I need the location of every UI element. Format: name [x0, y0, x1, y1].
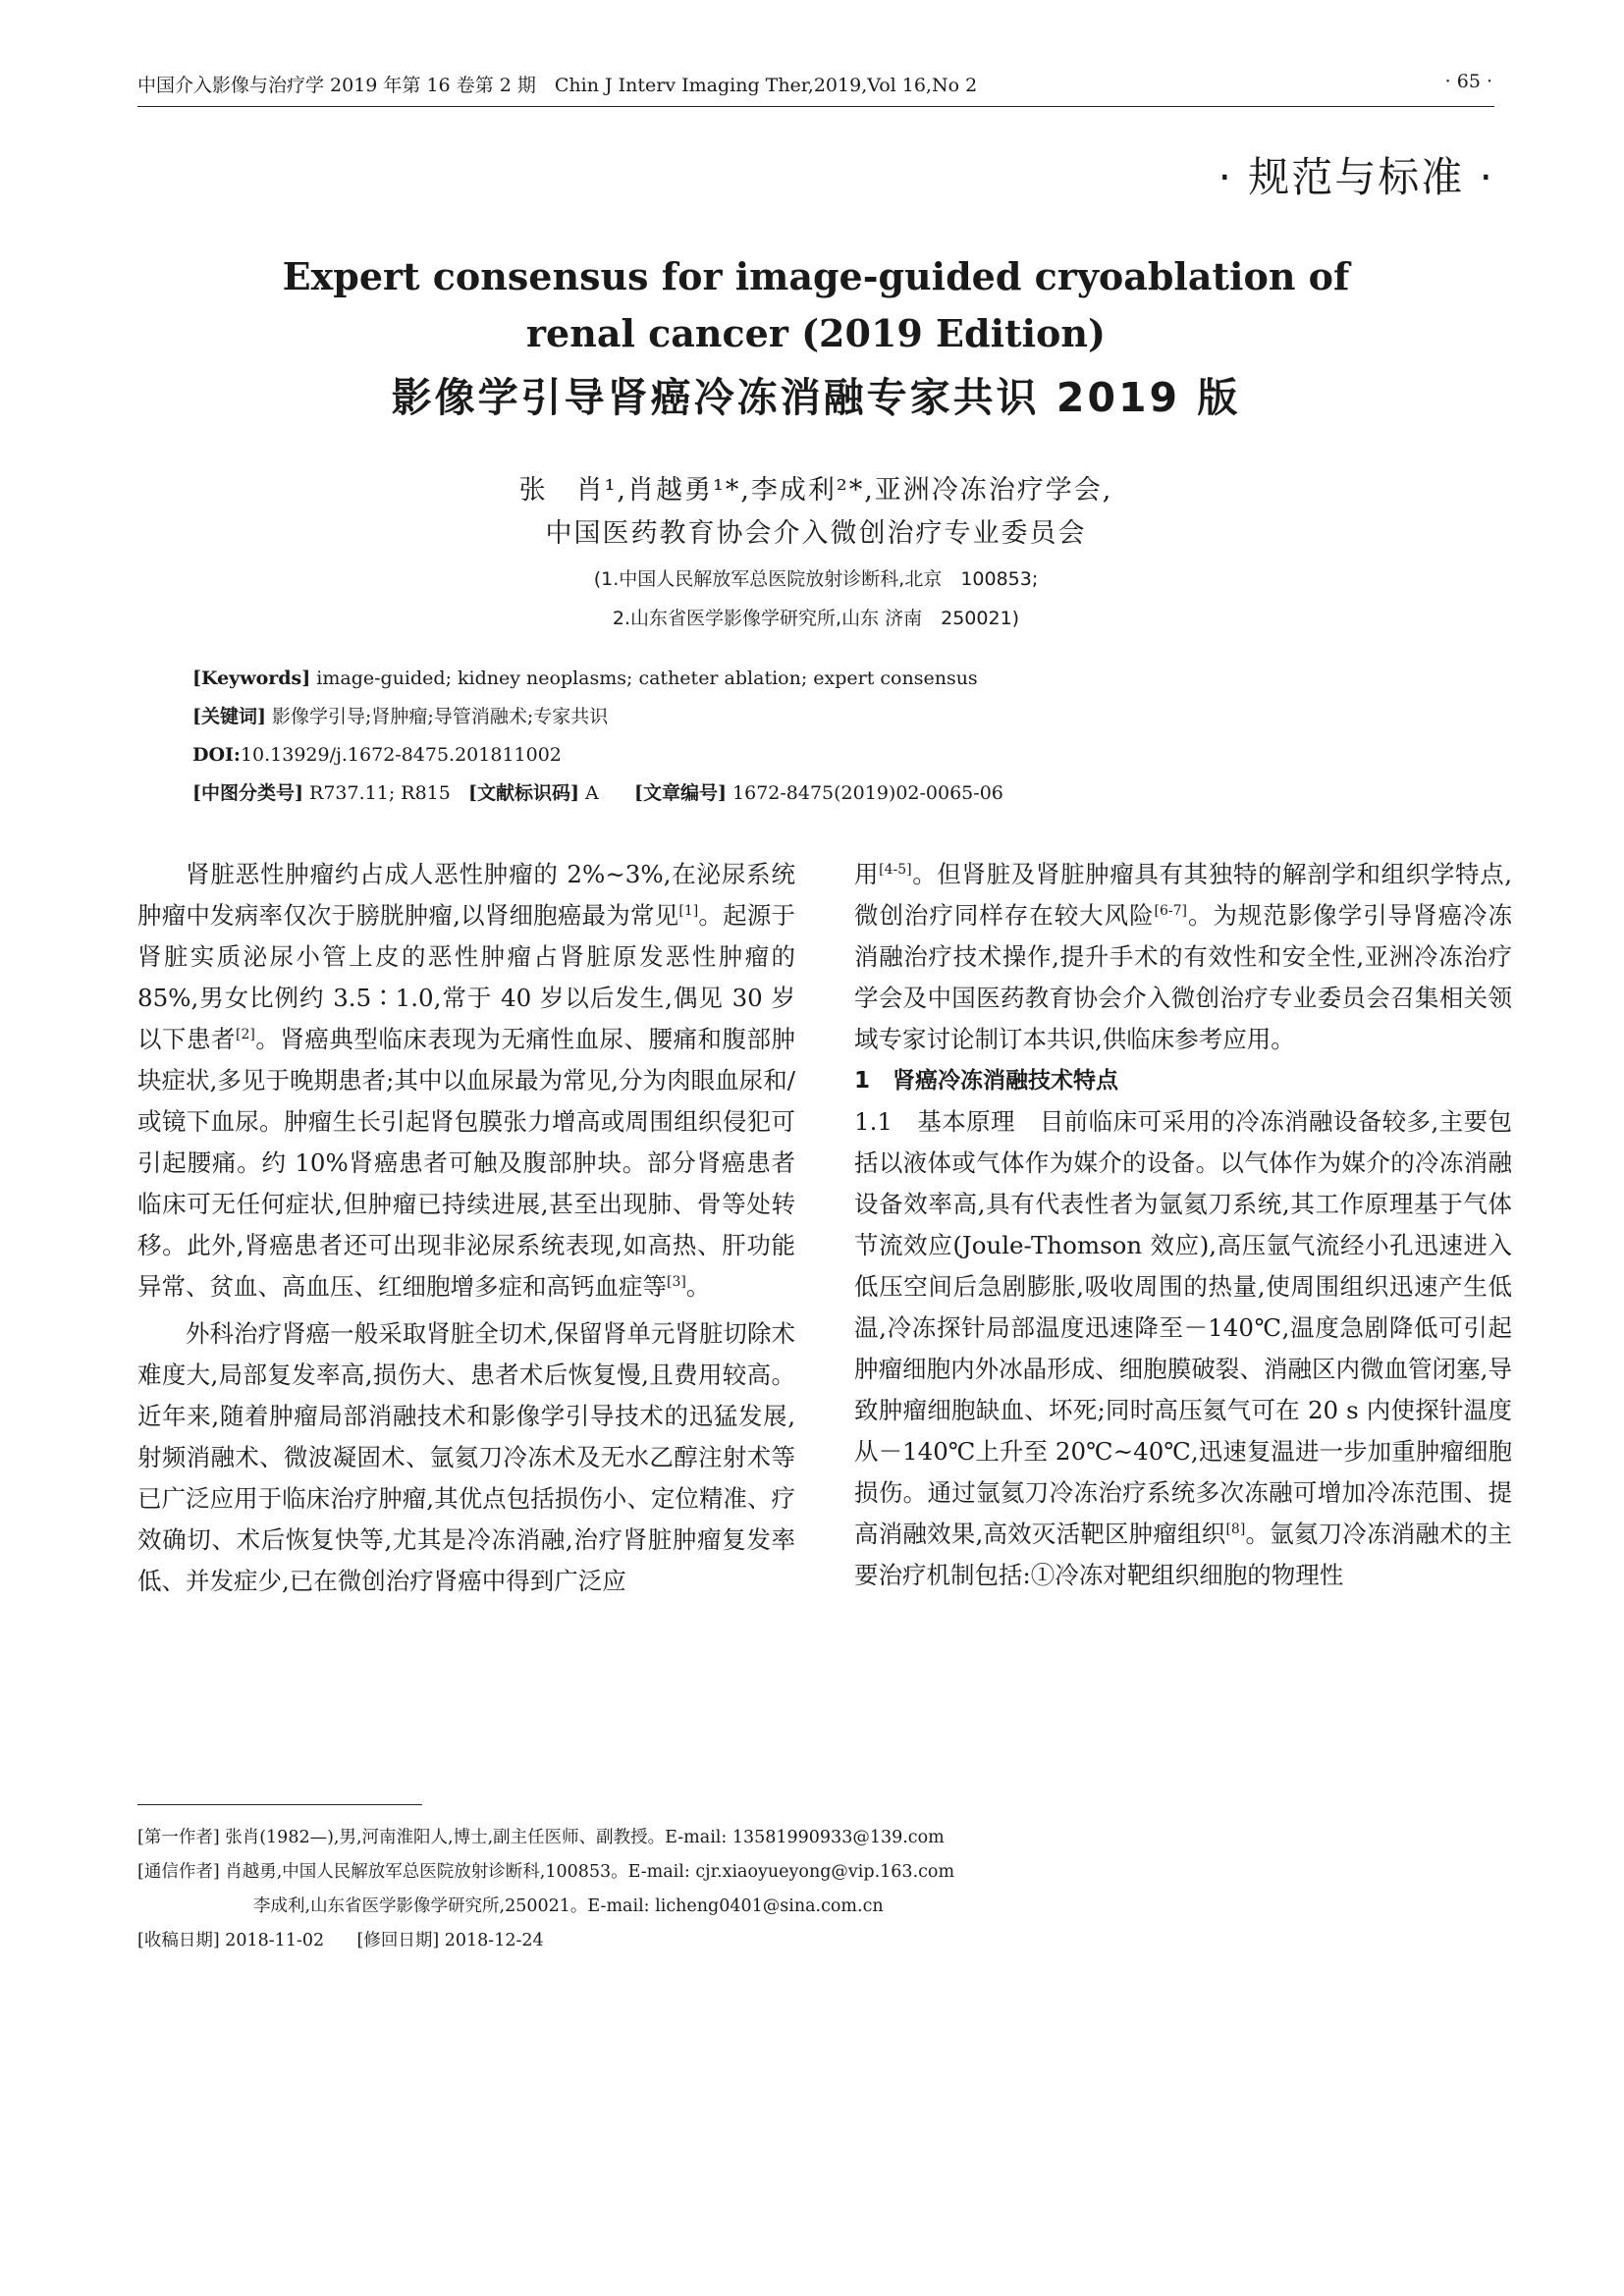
- running-head: [137, 71, 1492, 100]
- doi-value: 10.13929/j.1672-8475.201811002: [240, 744, 562, 766]
- title-chinese: 影像学引导肾癌冷冻消融专家共识 2019 版: [391, 374, 1241, 421]
- keywords-en-value: image-guided; kidney neoplasms; catheter ablation; expert consensus: [316, 667, 978, 689]
- reference-link[interactable]: [3]: [667, 1273, 686, 1290]
- footnote-rule: [137, 1804, 422, 1805]
- title-english: [137, 248, 1494, 362]
- footnote-dates: [137, 1924, 1502, 1958]
- article-meta: [192, 660, 1469, 813]
- footnotes: [137, 1821, 1502, 1958]
- text-run: 。为规范影像学引导肾癌冷冻消融治疗技术操作,提升手术的有效性和安全性,亚洲冷冻治疗学会及中国医药教育协会介入微创治疗专业委员会召集相关领域专家讨论制订本共识,供临床参考应用。: [854, 901, 1513, 1053]
- paragraph: [137, 1313, 795, 1602]
- text-run: 。: [685, 1272, 711, 1301]
- footnote-first-author: [第一作者] 张肖(1982—),男,河南淮阳人,博士,副主任医师、副教授。E-mail: 13581990933@139.com: [137, 1828, 945, 1847]
- title-english-line1: Expert consensus for image-guided cryoablation of: [282, 254, 1350, 298]
- header-rule: [137, 106, 1494, 107]
- body-column-right: [854, 854, 1512, 1596]
- reference-link[interactable]: [6-7]: [1154, 902, 1188, 919]
- page-number: · 65 ·: [1444, 71, 1492, 92]
- authors-line2: 中国医药教育协会介入微创治疗专业委员会: [545, 518, 1087, 549]
- paragraph: [137, 854, 795, 1308]
- text-run: 。肾癌典型临床表现为无痛性血尿、腰痛和腹部肿块症状,多见于晚期患者;其中以血尿最为常见,分为肉眼血尿和/或镜下血尿。肿瘤生长引起肾包膜张力增高或周围组织侵犯可引起腰痛。约 10%肾癌患者可触及腹部肿块。部分肾癌患者临床可无任何症状,但肿瘤已持续进展,甚至出现肺、骨等处转移。此外,肾癌患者还可出现非泌尿系统表现,如高热、肝功能异常、贫血、高血压、红细胞增多症和高钙血症等: [137, 1025, 796, 1301]
- doi: [192, 736, 1469, 774]
- revised-label: [修回日期]: [356, 1931, 440, 1950]
- classification: [192, 774, 1469, 813]
- journal-citation: 中国介入影像与治疗学 2019 年第 16 卷第 2 期 Chin J Interv Imaging Ther,2019,Vol 16,No 2: [137, 75, 978, 96]
- keywords-zh-label: [关键词]: [192, 706, 266, 727]
- reference-link[interactable]: [1]: [678, 902, 699, 919]
- affiliation-line1: (1.中国人民解放军总医院放射诊断科,北京 100853;: [593, 568, 1039, 590]
- received-date: 2018-11-02: [225, 1931, 325, 1950]
- article-no-value: 1672-8475(2019)02-0065-06: [732, 782, 1003, 804]
- paragraph: [854, 1101, 1512, 1596]
- reference-link[interactable]: [8]: [1225, 1521, 1246, 1537]
- clc-value: R737.11; R815: [309, 782, 451, 804]
- doc-code-value: A: [585, 782, 599, 804]
- text-run: 。起源于肾脏实质泌尿小管上皮的恶性肿瘤占肾脏原发恶性肿瘤的 85%,男女比例约 3.5∶1.0,常于 40 岁以后发生,偶见 30 岁以下患者: [137, 901, 795, 1053]
- paragraph: [854, 854, 1512, 1060]
- footnote-corresponding: [通信作者] 肖越勇,中国人民解放军总医院放射诊断科,100853。E-mail: cjr.xiaoyueyong@vip.163.com: [137, 1862, 955, 1882]
- authors: [137, 469, 1494, 556]
- text-run: 用: [854, 860, 880, 888]
- section-tag: · 规范与标准 ·: [1218, 153, 1494, 201]
- keywords-zh-value: 影像学引导;肾肿瘤;导管消融术;专家共识: [272, 706, 609, 727]
- keywords-en-label: [Keywords]: [192, 667, 311, 689]
- keywords-en: [192, 660, 1469, 698]
- article-no-label: [文章编号]: [633, 782, 727, 804]
- text-run: 1.1 基本原理 目前临床可采用的冷冻消融设备较多,主要包括以液体或气体作为媒介的设备。以气体作为媒介的冷冻消融设备效率高,具有代表性者为氩氦刀系统,其工作原理基于气体节流效应(Joule-Thomson 效应),高压氩气流经小孔迅速进入低压空间后急剧膨胀,吸收周围的热量,使周围组织迅速产生低温,冷冻探针局部温度迅速降至－140℃,温度急剧降低可引起肿瘤细胞内外冰晶形成、细胞膜破裂、消融区内微血管闭塞,导致肿瘤细胞缺血、坏死;同时高压氦气可在 20 s 内使探针温度从－140℃上升至 20℃~40℃,迅速复温进一步加重肿瘤细胞损伤。通过氩氦刀冷冻治疗系统多次冻融可增加冷冻范围、提高消融效果,高效灭活靶区肿瘤组织: [854, 1107, 1512, 1548]
- doi-label: DOI:: [192, 744, 241, 766]
- text-run: 外科治疗肾癌一般采取肾脏全切术,保留肾单元肾脏切除术难度大,局部复发率高,损伤大、患者术后恢复慢,且费用较高。近年来,随着肿瘤局部消融技术和影像学引导技术的迅猛发展,射频消融术、微波凝固术、氩氦刀冷冻术及无水乙醇注射术等已广泛应用于临床治疗肿瘤,其优点包括损伤小、定位精准、疗效确切、术后恢复快等,尤其是冷冻消融,治疗肾脏肿瘤复发率低、并发症少,已在微创治疗肾癌中得到广泛应: [137, 1319, 795, 1595]
- received-label: [收稿日期]: [137, 1931, 220, 1950]
- body-column-left: [137, 854, 795, 1602]
- text-run: 肾脏恶性肿瘤约占成人恶性肿瘤的 2%~3%,在泌尿系统肿瘤中发病率仅次于膀胱肿瘤,以肾细胞癌最为常见: [137, 860, 795, 930]
- affiliations: [137, 560, 1494, 638]
- reference-link[interactable]: [2]: [236, 1026, 255, 1042]
- revised-date: 2018-12-24: [444, 1931, 544, 1950]
- text-run: 。但肾脏及肾脏肿瘤具有其独特的解剖学和组织学特点,微创治疗同样存在较大风险: [854, 860, 1512, 930]
- doc-code-label: [文献标识码]: [467, 782, 579, 804]
- authors-line1: 张 肖¹,肖越勇¹*,李成利²*,亚洲冷冻治疗学会,: [518, 475, 1113, 506]
- clc-label: [中图分类号]: [192, 782, 303, 804]
- title-english-line2: renal cancer (2019 Edition): [526, 311, 1106, 355]
- section-heading: 1 肾癌冷冻消融技术特点: [854, 1068, 1119, 1094]
- text-run: 。氩氦刀冷冻消融术的主要治疗机制包括:①冷冻对靶组织细胞的物理性: [854, 1520, 1512, 1589]
- reference-link[interactable]: [4-5]: [879, 861, 912, 878]
- affiliation-line2: 2.山东省医学影像学研究所,山东 济南 250021): [612, 608, 1020, 629]
- keywords-zh: [192, 698, 1469, 736]
- footnote-corresponding-2: 李成利,山东省医学影像学研究所,250021。E-mail: licheng0401@sina.com.cn: [253, 1896, 884, 1916]
